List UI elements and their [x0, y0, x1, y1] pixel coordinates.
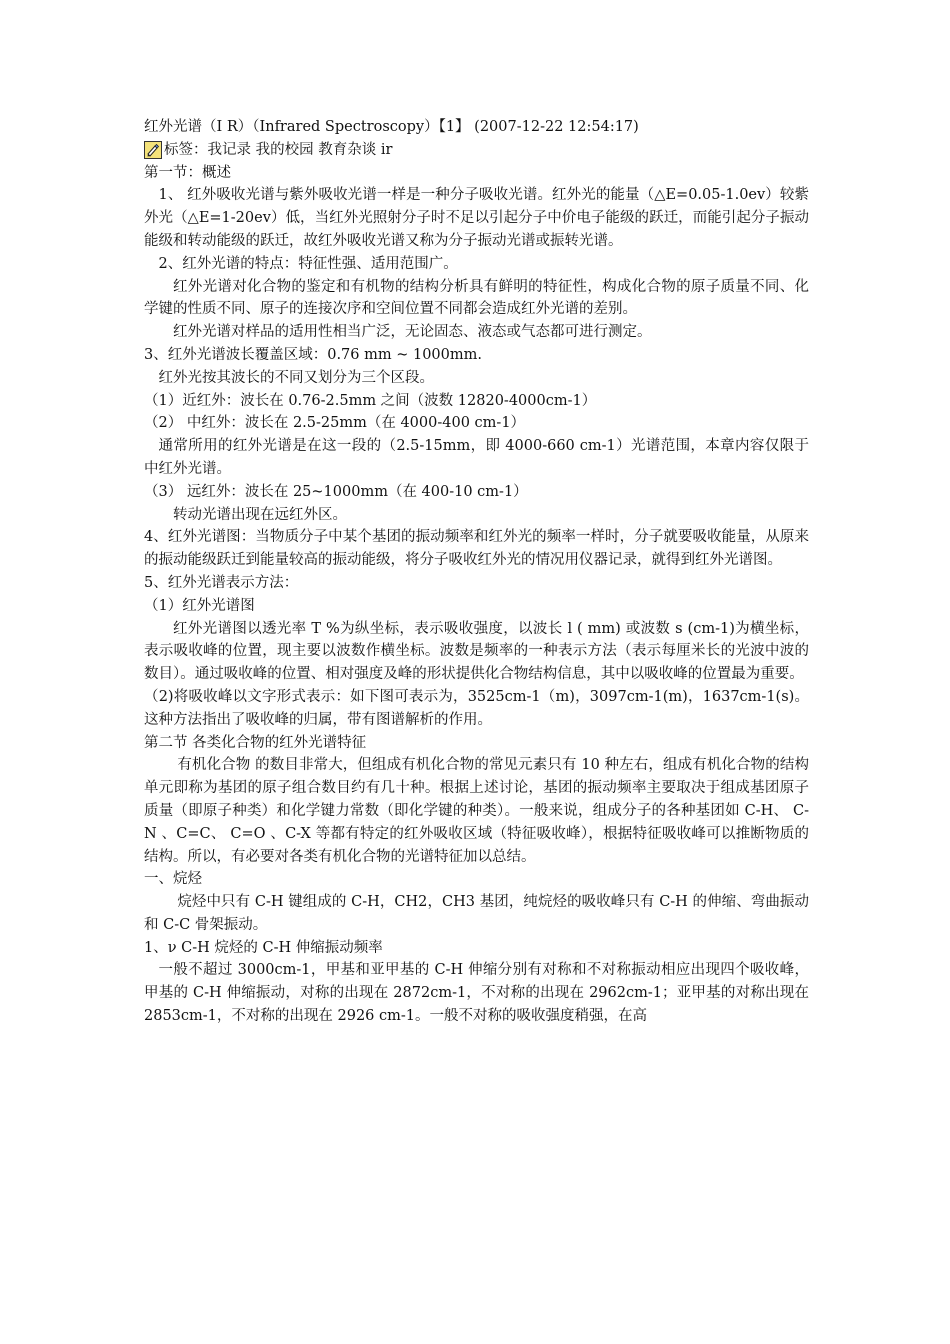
tag-pencil-icon: [144, 141, 162, 159]
paragraph-12: （2)将吸收峰以文字形式表示：如下图可表示为，3525cm-1（m)，3097cm-1(m)，1637cm-1(s)。这种方法指出了吸收峰的归属，带有图谱解析的作用。: [144, 688, 809, 728]
paragraph-6: 红外光按其波长的不同又划分为三个区段。: [158, 369, 434, 386]
subsection-alkanes: 一、烷烃: [144, 871, 202, 888]
section-2-heading: 第二节 各类化合物的红外光谱特征: [144, 734, 367, 751]
paragraph-7: 通常所用的红外光谱是在这一段的（2.5-15mm，即 4000-660 cm-1）光谱范围，本章内容仅限于中红外光谱。: [144, 438, 809, 477]
section-1-heading: 第一节：概述: [144, 164, 231, 181]
paragraph-14: 烷烃中只有 C-H 键组成的 C-H，CH2，CH3 基团，纯烷烃的吸收峰只有 C-H 的伸缩、弯曲振动和 C-C 骨架振动。: [144, 894, 809, 933]
paragraph-4: 红外光谱对样品的适用性相当广泛，无论固态、液态或气态都可进行测定。: [173, 324, 652, 341]
paragraph-1: 1、 红外吸收光谱与紫外吸收光谱一样是一种分子吸收光谱。红外光的能量（△E=0.05-1.0ev）较紫外光（△E=1-20ev）低，当红外光照射分子时不足以引起分子中价电子能级的跃迁，而能引起分子振动能级和转动能级的跃迁，故红外吸收光谱又称为分子振动光谱或振转光谱。: [144, 187, 809, 249]
article-title: 红外光谱（I R）（Infrared Spectroscopy）【1】 (2007-12-22 12:54:17): [144, 119, 639, 135]
tags-text: 标签：我记录 我的校园 教育杂谈 ir: [164, 141, 393, 158]
paragraph-9: 4、红外光谱图：当物质分子中某个基团的振动频率和红外光的频率一样时，分子就要吸收能量，从原来的振动能级跃迁到能量较高的振动能级，将分子吸收红外光的情况用仪器记录，就得到红外光谱图。: [144, 529, 809, 569]
list-item-near-ir: （1）近红外：波长在 0.76-2.5mm 之间（波数 12820-4000cm-1）: [144, 392, 597, 409]
paragraph-11: 红外光谱图以透光率 T %为纵坐标，表示吸收强度，以波长 l ( mm) 或波数 s (cm-1)为横坐标，表示吸收峰的位置，现主要以波数作横坐标。波数是频率的一种表示方法（表示每厘米长的光波中波的数目）。通过吸收峰的位置、相对强度及峰的形状提供化合物结构信息，其中以吸收峰的位置最为重要。: [144, 620, 809, 683]
paragraph-15: 1、ν C-H 烷烃的 C-H 伸缩振动频率: [144, 939, 383, 956]
paragraph-2: 2、红外光谱的特点：特征性强、适用范围广。: [158, 255, 458, 272]
paragraph-13: 有机化合物 的数目非常大，但组成有机化合物的常见元素只有 10 种左右，组成有机化合物的结构单元即称为基团的原子组合数目约有几十种。根据上述讨论，基团的振动频率主要取决于组成基团原子质量（即原子种类）和化学键力常数（即化学键的种类）。一般来说，组成分子的各种基团如 C-H、 C-N 、C=C、 C=O 、C-X 等都有特定的红外吸收区域（特征吸收峰），根据特征吸收峰可以推断物质的结构。所以，有必要对各类有机化合物的光谱特征加以总结。: [144, 757, 809, 865]
paragraph-8: 转动光谱出现在远红外区。: [173, 506, 347, 523]
paragraph-3: 红外光谱对化合物的鉴定和有机物的结构分析具有鲜明的特征性，构成化合物的原子质量不同、化学键的性质不同、原子的连接次序和空间位置不同都会造成红外光谱的差别。: [144, 278, 809, 318]
document-page: [144, 116, 809, 1028]
list-item-far-ir: （3） 远红外：波长在 25~1000mm（在 400-10 cm-1）: [144, 483, 528, 500]
paragraph-10: 5、红外光谱表示方法：: [144, 574, 299, 591]
tags-row: [144, 139, 809, 162]
paragraph-16: 一般不超过 3000cm-1，甲基和亚甲基的 C-H 伸缩分别有对称和不对称振动相应出现四个吸收峰，甲基的 C-H 伸缩振动，对称的出现在 2872cm-1，不对称的出现在 2962cm-1；亚甲基的对称出现在 2853cm-1，不对称的出现在 2926 cm-1。一般不对称的吸收强度稍强，在高: [144, 962, 809, 1025]
list-item-mid-ir: （2） 中红外：波长在 2.5-25mm（在 4000-400 cm-1）: [144, 415, 526, 432]
paragraph-5: 3、红外光谱波长覆盖区域：0.76 mm ~ 1000mm.: [144, 346, 482, 363]
list-item-ir-chart: （1）红外光谱图: [144, 597, 255, 614]
